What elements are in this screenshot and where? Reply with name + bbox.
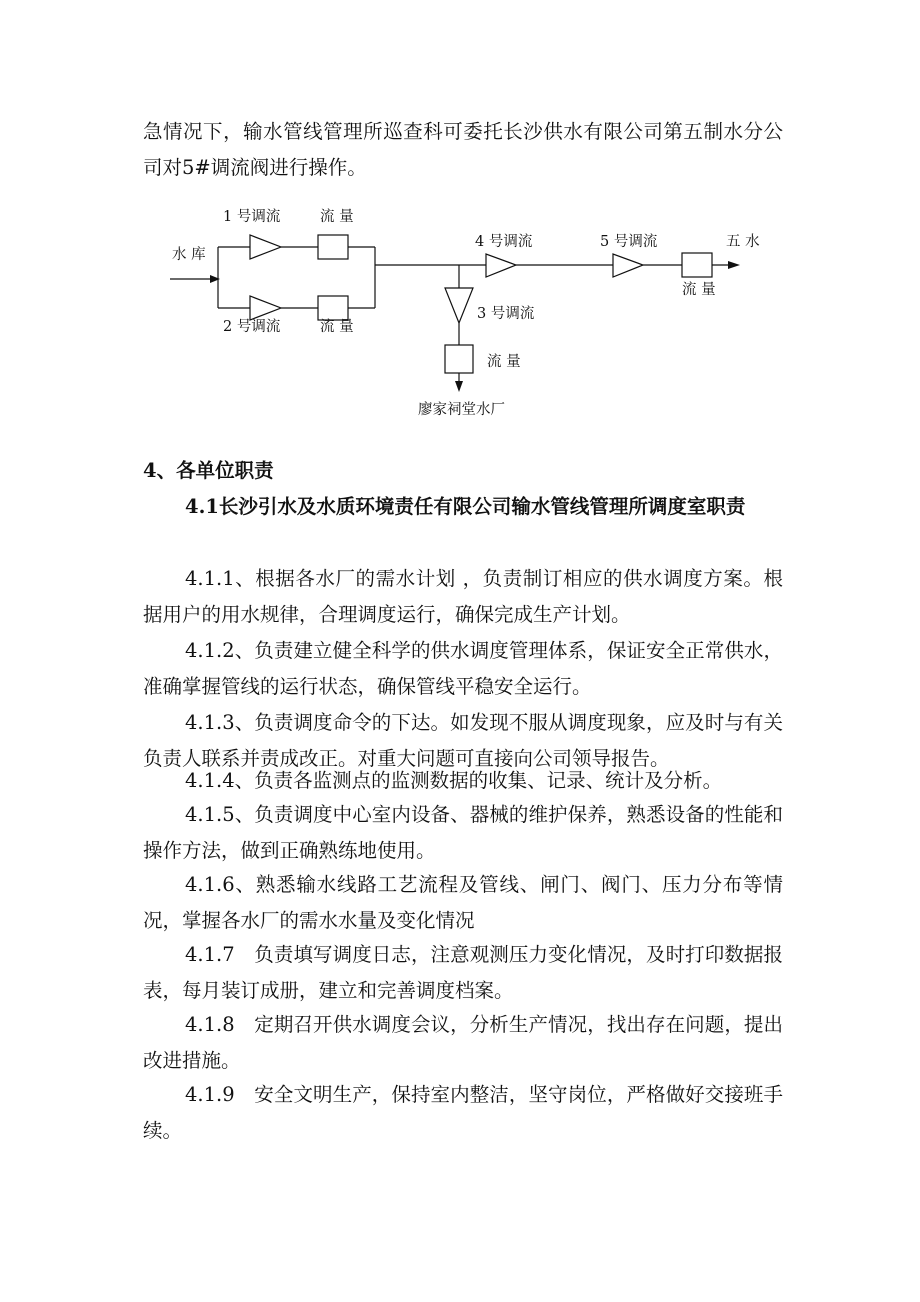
label-flow-5: 流 量 bbox=[682, 282, 716, 298]
valve-3-icon bbox=[445, 288, 473, 323]
flow-meter-2-icon bbox=[318, 296, 348, 320]
label-flow-2: 流 量 bbox=[320, 319, 354, 335]
section-heading: 4、各单位职责 bbox=[143, 459, 274, 482]
flow-meter-1-icon bbox=[318, 235, 348, 259]
duty-item: 4.1.1、根据各水厂的需水计划 ，负责制订相应的供水调度方案。根据用户的用水规律，合理调度运行，确保完成生产计划。 bbox=[143, 567, 783, 626]
flow-meter-5-icon bbox=[682, 253, 712, 277]
label-valve-3: 3 号调流 bbox=[477, 306, 535, 322]
label-valve-2: 2 号调流 bbox=[223, 319, 281, 335]
duty-item: 4.1.6、熟悉输水线路工艺流程及管线、闸门、阀门、压力分布等情况，掌握各水厂的需水水量及变化情况 bbox=[143, 873, 783, 932]
label-wushui: 五 水 bbox=[726, 234, 760, 250]
branch-arrow-icon bbox=[455, 381, 463, 392]
water-flow-diagram bbox=[150, 195, 770, 435]
label-valve-4: 4 号调流 bbox=[475, 234, 533, 250]
duty-item: 4.1.4、负责各监测点的监测数据的收集、记录、统计及分析。 bbox=[185, 769, 723, 792]
valve-1-icon bbox=[250, 235, 281, 259]
label-liaojia-plant: 廖家祠堂水厂 bbox=[418, 402, 505, 418]
duty-item: 4.1.5、负责调度中心室内设备、器械的维护保养，熟悉设备的性能和操作方法，做到正确熟练地使用。 bbox=[143, 803, 783, 862]
duty-item: 4.1.8 定期召开供水调度会议，分析生产情况，找出存在问题，提出改进措施。 bbox=[143, 1013, 783, 1072]
duty-item: 4.1.3、负责调度命令的下达。如发现不服从调度现象，应及时与有关负责人联系并责成改正。对重大问题可直接向公司领导报告。 bbox=[143, 711, 783, 770]
subsection-heading: 4.1长沙引水及水质环境责任有限公司输水管线管理所调度室职责 bbox=[185, 495, 746, 518]
duty-item: 4.1.9 安全文明生产，保持室内整洁，坚守岗位，严格做好交接班手续。 bbox=[143, 1083, 783, 1142]
label-flow-3: 流 量 bbox=[487, 354, 521, 370]
duty-item: 4.1.2、负责建立健全科学的供水调度管理体系，保证安全正常供水，准确掌握管线的运行状态，确保管线平稳安全运行。 bbox=[143, 639, 783, 698]
label-valve-1: 1 号调流 bbox=[223, 209, 281, 225]
label-reservoir: 水 库 bbox=[172, 247, 206, 263]
label-valve-5: 5 号调流 bbox=[600, 234, 658, 250]
intro-paragraph: 急情况下，输水管线管理所巡查科可委托长沙供水有限公司第五制水分公司对5#调流阀进行操作。 bbox=[143, 120, 783, 179]
duty-item: 4.1.7 负责填写调度日志，注意观测压力变化情况，及时打印数据报表，每月装订成册，建立和完善调度档案。 bbox=[143, 943, 783, 1002]
label-flow-1: 流 量 bbox=[320, 209, 354, 225]
outlet-arrow-icon bbox=[728, 261, 740, 269]
valve-5-icon bbox=[613, 254, 643, 277]
flow-meter-3-icon bbox=[445, 345, 473, 373]
valve-2-icon bbox=[250, 296, 281, 320]
valve-4-icon bbox=[486, 254, 516, 277]
